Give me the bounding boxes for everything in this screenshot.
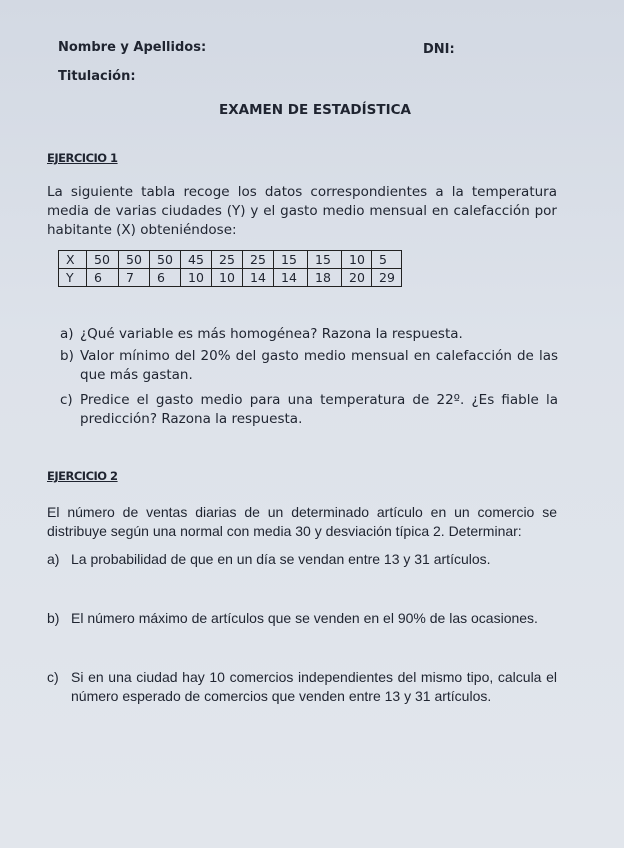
- exercise-1-question-a: [60, 325, 558, 344]
- table-cell: 14: [243, 269, 274, 287]
- question-text: La probabilidad de que en un día se vendan entre 13 y 31 artículos.: [71, 551, 491, 567]
- question-label: b): [60, 348, 74, 364]
- exam-title: EXAMEN DE ESTADÍSTICA: [219, 102, 411, 118]
- table-cell: 15: [308, 251, 342, 269]
- table-cell: 18: [308, 269, 342, 287]
- exercise-2-question-a: [47, 550, 557, 569]
- table-cell: 7: [119, 269, 150, 287]
- question-text: Si en una ciudad hay 10 comercios independientes del mismo tipo, calcula el número esperado de comercios que venden entre 13 y 31 artículos.: [71, 669, 557, 704]
- table-cell: 20: [342, 269, 372, 287]
- question-text: Valor mínimo del 20% del gasto medio mensual en calefacción de las que más gastan.: [80, 348, 558, 383]
- exercise-2-question-c: [47, 668, 557, 706]
- question-text: Predice el gasto medio para una temperatura de 22º. ¿Es fiable la predicción? Razona la respuesta.: [80, 392, 558, 427]
- exercise-2-question-b: [47, 609, 557, 628]
- table-cell: X: [59, 251, 87, 269]
- table-cell: 14: [274, 269, 308, 287]
- table-cell: 29: [372, 269, 402, 287]
- table-row-y: [59, 269, 402, 287]
- table-cell: 50: [150, 251, 181, 269]
- name-label: Nombre y Apellidos:: [58, 40, 207, 55]
- dni-label: DNI:: [423, 42, 455, 57]
- table-cell: 5: [372, 251, 402, 269]
- data-table: [58, 250, 402, 287]
- exercise-1-heading: EJERCICIO 1: [47, 151, 118, 165]
- table-row-x: [59, 251, 402, 269]
- table-cell: 25: [243, 251, 274, 269]
- exercise-1-intro: La siguiente tabla recoge los datos correspondientes a la temperatura media de varias ciudades (Y) y el gasto medio mensual en calefacción por habitante (X) obteniéndose:: [47, 184, 557, 238]
- question-label: b): [47, 610, 60, 626]
- exercise-2-intro: El número de ventas diarias de un determinado artículo en un comercio se distribuye según una normal con media 30 y desviación típica 2. Determinar:: [47, 504, 557, 539]
- degree-label: Titulación:: [58, 69, 136, 84]
- question-label: a): [60, 326, 74, 342]
- question-label: c): [47, 669, 59, 685]
- table-cell: 50: [87, 251, 119, 269]
- table-cell: 25: [212, 251, 243, 269]
- table-cell: 6: [150, 269, 181, 287]
- exercise-1-question-c: [60, 391, 558, 429]
- question-text: El número máximo de artículos que se venden en el 90% de las ocasiones.: [71, 610, 538, 626]
- table-cell: 50: [119, 251, 150, 269]
- table-cell: 6: [87, 269, 119, 287]
- exercise-2-heading: EJERCICIO 2: [47, 469, 118, 483]
- table-cell: 10: [342, 251, 372, 269]
- table-cell: 15: [274, 251, 308, 269]
- table-cell: 45: [181, 251, 212, 269]
- table-cell: 10: [212, 269, 243, 287]
- exercise-1-question-b: [60, 347, 558, 385]
- table-cell: Y: [59, 269, 87, 287]
- question-label: c): [60, 392, 73, 408]
- question-text: ¿Qué variable es más homogénea? Razona la respuesta.: [80, 326, 463, 342]
- question-label: a): [47, 551, 60, 567]
- table-cell: 10: [181, 269, 212, 287]
